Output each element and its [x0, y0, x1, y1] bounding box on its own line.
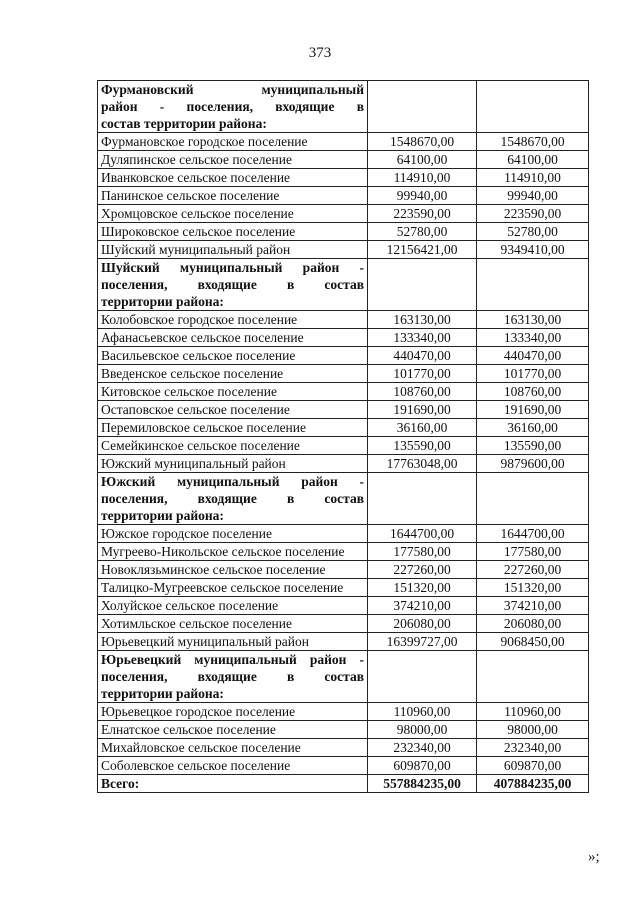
empty-cell [477, 473, 589, 525]
settlement-name: Хотимльское сельское поселение [98, 615, 368, 633]
amount-column-2: 9349410,00 [477, 241, 589, 259]
amount-column-2: 407884235,00 [477, 775, 589, 793]
amount-column-1: 135590,00 [368, 437, 477, 455]
section-header-line: район - поселения, входящие в [101, 99, 364, 114]
closing-quote-mark: »; [588, 849, 600, 865]
table-row [98, 347, 589, 365]
table-row [98, 543, 589, 561]
amount-column-1: 151320,00 [368, 579, 477, 597]
amount-column-2: 374210,00 [477, 597, 589, 615]
section-header-cell [98, 651, 368, 703]
section-header-line: Шуйский муниципальный район - [101, 260, 364, 275]
settlement-name: Южский муниципальный район [98, 455, 368, 473]
table-row [98, 739, 589, 757]
amount-column-1: 440470,00 [368, 347, 477, 365]
amount-column-2: 1548670,00 [477, 133, 589, 151]
amount-column-1: 16399727,00 [368, 633, 477, 651]
budget-table-body [98, 81, 589, 793]
amount-column-1: 101770,00 [368, 365, 477, 383]
section-header-cell [98, 81, 368, 133]
table-row [98, 133, 589, 151]
amount-column-1: 609870,00 [368, 757, 477, 775]
settlement-name: Хромцовское сельское поселение [98, 205, 368, 223]
amount-column-1: 223590,00 [368, 205, 477, 223]
settlement-name: Семейкинское сельское поселение [98, 437, 368, 455]
amount-column-2: 135590,00 [477, 437, 589, 455]
amount-column-2: 191690,00 [477, 401, 589, 419]
amount-column-2: 177580,00 [477, 543, 589, 561]
amount-column-1: 133340,00 [368, 329, 477, 347]
amount-column-2: 440470,00 [477, 347, 589, 365]
empty-cell [368, 259, 477, 311]
settlement-name: Юрьевецкое городское поселение [98, 703, 368, 721]
settlement-name: Елнатское сельское поселение [98, 721, 368, 739]
table-row [98, 205, 589, 223]
amount-column-1: 191690,00 [368, 401, 477, 419]
amount-column-1: 374210,00 [368, 597, 477, 615]
amount-column-1: 110960,00 [368, 703, 477, 721]
amount-column-1: 12156421,00 [368, 241, 477, 259]
table-row [98, 329, 589, 347]
section-header-line: территории района: [101, 686, 224, 701]
settlement-name: Перемиловское сельское поселение [98, 419, 368, 437]
table-row [98, 383, 589, 401]
section-header-row [98, 473, 589, 525]
amount-column-1: 1548670,00 [368, 133, 477, 151]
settlement-name: Иванковское сельское поселение [98, 169, 368, 187]
settlement-name: Афанасьевское сельское поселение [98, 329, 368, 347]
table-row [98, 223, 589, 241]
amount-column-1: 1644700,00 [368, 525, 477, 543]
amount-column-2: 206080,00 [477, 615, 589, 633]
table-row [98, 311, 589, 329]
amount-column-2: 110960,00 [477, 703, 589, 721]
empty-cell [477, 259, 589, 311]
table-row [98, 721, 589, 739]
table-row [98, 615, 589, 633]
empty-cell [477, 81, 589, 133]
empty-cell [368, 473, 477, 525]
amount-column-1: 232340,00 [368, 739, 477, 757]
table-row [98, 455, 589, 473]
amount-column-2: 151320,00 [477, 579, 589, 597]
amount-column-1: 557884235,00 [368, 775, 477, 793]
section-header-line: поселения, входящие в состав [101, 277, 364, 292]
amount-column-1: 108760,00 [368, 383, 477, 401]
amount-column-2: 9068450,00 [477, 633, 589, 651]
section-header-line: состав территории района: [101, 116, 267, 131]
settlement-name: Мугреево-Никольское сельское поселение [98, 543, 368, 561]
amount-column-1: 206080,00 [368, 615, 477, 633]
amount-column-2: 108760,00 [477, 383, 589, 401]
settlement-name: Введенское сельское поселение [98, 365, 368, 383]
amount-column-1: 177580,00 [368, 543, 477, 561]
total-row [98, 775, 589, 793]
amount-column-2: 609870,00 [477, 757, 589, 775]
amount-column-2: 1644700,00 [477, 525, 589, 543]
table-row [98, 703, 589, 721]
table-row [98, 579, 589, 597]
amount-column-1: 98000,00 [368, 721, 477, 739]
amount-column-2: 223590,00 [477, 205, 589, 223]
section-header-cell [98, 259, 368, 311]
amount-column-1: 52780,00 [368, 223, 477, 241]
table-row [98, 401, 589, 419]
settlement-name: Васильевское сельское поселение [98, 347, 368, 365]
amount-column-1: 163130,00 [368, 311, 477, 329]
settlement-name: Михайловское сельское поселение [98, 739, 368, 757]
settlement-name: Холуйское сельское поселение [98, 597, 368, 615]
table-row [98, 169, 589, 187]
table-row [98, 187, 589, 205]
amount-column-1: 114910,00 [368, 169, 477, 187]
table-row [98, 561, 589, 579]
settlement-name: Остаповское сельское поселение [98, 401, 368, 419]
table-row [98, 419, 589, 437]
amount-column-2: 163130,00 [477, 311, 589, 329]
table-row [98, 633, 589, 651]
table-row [98, 151, 589, 169]
amount-column-1: 36160,00 [368, 419, 477, 437]
settlement-name: Шуйский муниципальный район [98, 241, 368, 259]
table-row [98, 365, 589, 383]
total-label: Всего: [98, 775, 368, 793]
settlement-name: Южское городское поселение [98, 525, 368, 543]
table-row [98, 757, 589, 775]
amount-column-1: 64100,00 [368, 151, 477, 169]
section-header-line: Фурмановский муниципальный [101, 82, 364, 97]
section-header-line: Юрьевецкий муниципальный район - [101, 652, 364, 667]
section-header-row [98, 81, 589, 133]
table-row [98, 241, 589, 259]
settlement-name: Талицко-Мугреевское сельское поселение [98, 579, 368, 597]
section-header-line: поселения, входящие в состав [101, 491, 364, 506]
table-row [98, 597, 589, 615]
section-header-row [98, 259, 589, 311]
settlement-name: Колобовское городское поселение [98, 311, 368, 329]
page-number: 373 [308, 45, 332, 61]
settlement-name: Соболевское сельское поселение [98, 757, 368, 775]
settlement-name: Дуляпинское сельское поселение [98, 151, 368, 169]
amount-column-2: 133340,00 [477, 329, 589, 347]
empty-cell [477, 651, 589, 703]
settlement-name: Широковское сельское поселение [98, 223, 368, 241]
amount-column-2: 114910,00 [477, 169, 589, 187]
section-header-line: поселения, входящие в состав [101, 669, 364, 684]
table-row [98, 437, 589, 455]
settlement-name: Панинское сельское поселение [98, 187, 368, 205]
amount-column-2: 101770,00 [477, 365, 589, 383]
settlement-name: Новоклязьминское сельское поселение [98, 561, 368, 579]
section-header-line: территории района: [101, 294, 224, 309]
settlement-name: Юрьевецкий муниципальный район [98, 633, 368, 651]
settlement-name: Китовское сельское поселение [98, 383, 368, 401]
empty-cell [368, 651, 477, 703]
amount-column-1: 17763048,00 [368, 455, 477, 473]
amount-column-2: 227260,00 [477, 561, 589, 579]
amount-column-2: 64100,00 [477, 151, 589, 169]
section-header-cell [98, 473, 368, 525]
amount-column-1: 99940,00 [368, 187, 477, 205]
section-header-row [98, 651, 589, 703]
empty-cell [368, 81, 477, 133]
amount-column-2: 9879600,00 [477, 455, 589, 473]
amount-column-2: 99940,00 [477, 187, 589, 205]
settlement-name: Фурмановское городское поселение [98, 133, 368, 151]
amount-column-2: 98000,00 [477, 721, 589, 739]
table-row [98, 525, 589, 543]
budget-table [97, 80, 589, 793]
section-header-line: территории района: [101, 508, 224, 523]
section-header-line: Южский муниципальный район - [101, 474, 364, 489]
amount-column-2: 36160,00 [477, 419, 589, 437]
amount-column-2: 52780,00 [477, 223, 589, 241]
amount-column-2: 232340,00 [477, 739, 589, 757]
amount-column-1: 227260,00 [368, 561, 477, 579]
